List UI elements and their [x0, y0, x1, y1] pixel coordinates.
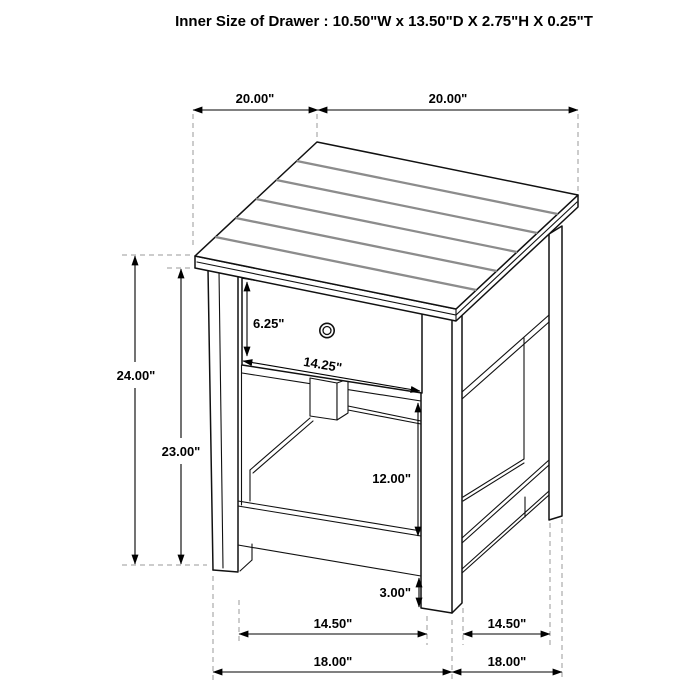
dim-drawer-height-label: 6.25" — [253, 316, 285, 331]
right-side-panel — [462, 315, 549, 573]
dim-base-depth-label: 18.00" — [487, 654, 527, 669]
dim-drawer-width-label: 14.25" — [302, 353, 344, 376]
dim-shelf-clearance-label: 12.00" — [372, 471, 411, 486]
dim-overall-height-label: 24.00" — [116, 368, 156, 383]
shelf-apron — [238, 545, 421, 576]
page-title: Inner Size of Drawer : 10.50"W x 13.50"D X 2.75"H X 0.25"T — [175, 13, 593, 30]
dim-top-width-label: 20.00" — [235, 91, 275, 106]
end-table-drawing — [195, 142, 578, 613]
dim-top-depth-label: 20.00" — [428, 91, 468, 106]
dim-under-top-label: 23.00" — [161, 444, 201, 459]
center-support — [310, 378, 337, 420]
dim-front-span-label: 14.50" — [313, 616, 353, 631]
dim-foot-height-label: 3.00" — [379, 585, 411, 600]
dim-base-width-label: 18.00" — [313, 654, 353, 669]
front-right-leg — [421, 303, 462, 613]
front-left-leg — [208, 269, 238, 572]
back-right-leg — [549, 226, 562, 520]
shelf-lip — [238, 501, 421, 531]
dim-side-span-label: 14.50" — [487, 616, 527, 631]
